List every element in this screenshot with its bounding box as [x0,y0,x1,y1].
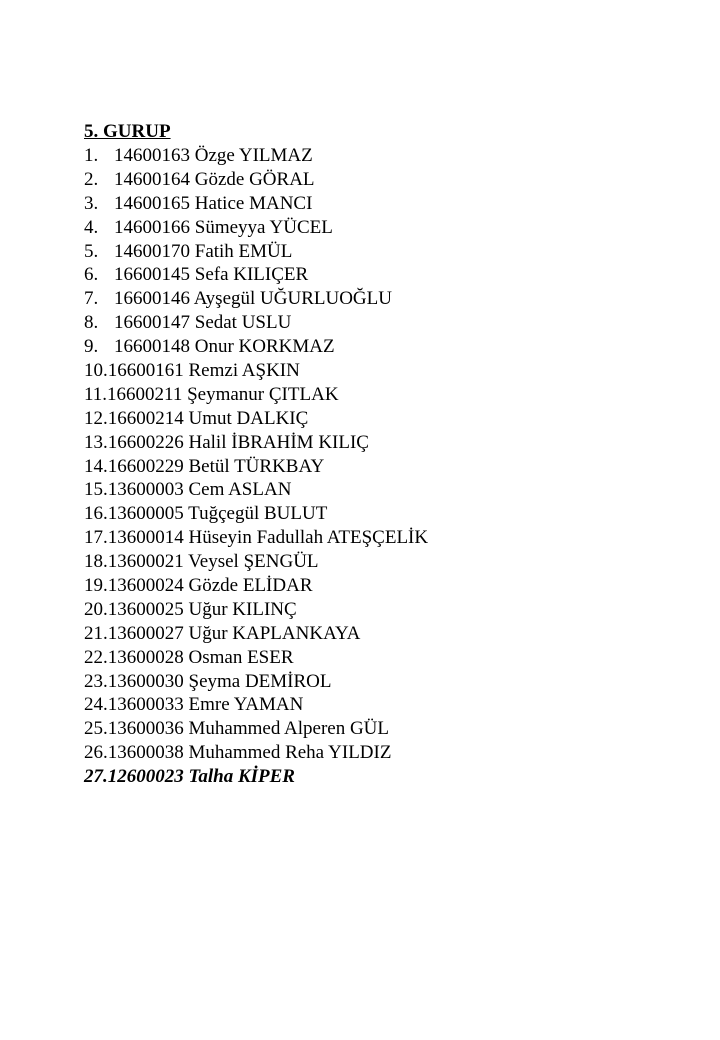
list-item-number: 13. [84,431,108,453]
student-name: Sefa KILIÇER [194,264,309,286]
list-item-number: 8. [84,312,99,334]
student-name: Halil İBRAHİM KILIÇ [188,431,369,453]
student-number: 16600214 [107,407,184,429]
list-item-number: 23. [84,670,108,692]
list-item-number: 18. [84,551,108,573]
list-item-number: 17. [84,527,108,549]
list-item [84,144,684,168]
list-item [84,431,684,455]
student-number: 16600211 [107,383,183,405]
list-item [84,192,684,216]
student-name: Fatih EMÜL [194,240,293,262]
student-name: Onur KORKMAZ [194,336,335,358]
list-item-number: 9. [84,336,99,358]
list-item [84,646,684,670]
student-name: Sedat USLU [194,312,292,334]
student-number: 14600166 [114,216,190,238]
list-item-number: 16. [84,503,108,525]
student-name: Özge YILMAZ [194,145,313,166]
list-item [84,622,684,646]
list-item-text [114,192,312,216]
list-item [84,717,684,741]
student-number: 12600023 [107,766,184,788]
list-item-text [114,263,308,287]
list-item [84,741,684,765]
student-number: 16600148 [114,336,190,358]
list-item [84,359,684,383]
student-name: Osman ESER [188,646,294,668]
list-item-text [114,335,335,359]
student-name: Betül TÜRKBAY [188,455,325,477]
student-number: 16600146 [114,288,190,310]
student-number: 13600028 [107,646,184,668]
student-number: 13600024 [107,575,184,597]
list-item-number: 25. [84,718,108,740]
list-item-number: 19. [84,575,108,597]
list-item-text [114,240,292,264]
student-number: 13600038 [107,742,184,764]
list-item-text [108,359,300,383]
list-item-text [108,526,428,550]
list-item [84,407,684,431]
student-name: Uğur KAPLANKAYA [188,622,361,644]
student-number: 13600003 [107,479,184,501]
student-number: 13600033 [107,694,184,716]
list-item-text [108,574,313,598]
list-item [84,478,684,502]
student-name: Sümeyya YÜCEL [194,216,333,238]
list-item-text [108,622,361,646]
list-item-text [108,455,324,479]
student-number: 13600021 [107,551,184,573]
student-name: Veysel ŞENGÜL [188,551,319,573]
list-item [84,693,684,717]
list-item [84,287,684,311]
student-name: Emre YAMAN [188,694,304,716]
student-number: 16600161 [107,360,184,382]
list-item-text [108,670,332,694]
list-item-text [108,502,328,526]
list-item-number: 11. [84,383,108,405]
student-name: Hatice MANCI [194,192,313,214]
list-item-text [108,693,304,717]
list-item [84,263,684,287]
list-item-number: 2. [84,168,99,190]
list-item-text [114,216,333,240]
list-item [84,168,684,192]
student-name: Uğur KILINÇ [188,598,297,620]
list-item [84,311,684,335]
student-number: 14600165 [114,192,190,214]
list-item [84,502,684,526]
student-number: 13600025 [107,598,184,620]
student-name: Cem ASLAN [188,479,292,501]
student-number: 13600027 [107,622,184,644]
list-item-text [108,407,309,431]
list-item-number: 12. [84,407,108,429]
list-item-text [108,431,369,455]
list-item-text [114,144,313,168]
student-name: Muhammed Reha YILDIZ [188,742,392,764]
list-item-number: 4. [84,216,99,238]
student-name: Gözde GÖRAL [194,168,315,190]
student-number: 13600014 [107,527,184,549]
list-item-number: 5. [84,240,99,262]
list-item-text [114,168,315,192]
student-number: 13600036 [107,718,184,740]
student-number: 16600226 [107,431,184,453]
list-item-number: 14. [84,455,108,477]
student-number: 13600030 [107,670,184,692]
list-item [84,670,684,694]
list-item [84,574,684,598]
student-list [84,144,684,789]
student-name: Ayşegül UĞURLUOĞLU [193,288,392,310]
list-item-number: 15. [84,479,108,501]
list-item-text [108,550,319,574]
student-number: 14600170 [114,240,190,262]
student-name: Umut DALKIÇ [188,407,309,429]
list-item-text [108,478,292,502]
group-heading: 5. GURUP [84,121,171,142]
list-item-number: 10. [84,360,108,382]
student-name: Şeymanur ÇITLAK [187,383,339,405]
list-item-number: 3. [84,192,99,214]
list-item [84,216,684,240]
student-number: 14600164 [114,168,190,190]
list-item-number: 26. [84,742,108,764]
list-item-text [108,598,297,622]
list-item [84,550,684,574]
list-item [84,765,684,789]
list-item-text [108,765,295,789]
list-item-text [114,287,392,311]
list-item-number: 20. [84,598,108,620]
student-name: Remzi AŞKIN [188,360,300,382]
list-item-text [114,311,291,335]
list-item-text [108,646,294,670]
list-item-number: 22. [84,646,108,668]
list-item-text [108,717,389,741]
student-number: 16600229 [107,455,184,477]
list-item [84,598,684,622]
student-number: 16600147 [114,312,190,334]
list-item [84,455,684,479]
list-item-number: 1. [84,145,99,166]
list-item-text [108,741,392,765]
list-item-number: 27. [84,766,108,788]
list-item [84,383,684,407]
student-name: Şeyma DEMİROL [188,670,332,692]
student-name: Tuğçegül BULUT [188,503,328,525]
student-number: 16600145 [114,264,190,286]
list-item-number: 21. [84,622,108,644]
list-item [84,335,684,359]
student-name: Gözde ELİDAR [188,575,313,597]
student-number: 14600163 [114,145,190,166]
student-name: Hüseyin Fadullah ATEŞÇELİK [188,527,429,549]
list-item-number: 6. [84,264,99,286]
student-name: Talha KİPER [188,766,295,788]
student-name: Muhammed Alperen GÜL [188,718,390,740]
list-item [84,240,684,264]
list-item-text [107,383,339,407]
group-list [84,120,684,789]
list-item-number: 24. [84,694,108,716]
student-number: 13600005 [107,503,184,525]
list-item-number: 7. [84,288,99,310]
list-item [84,526,684,550]
